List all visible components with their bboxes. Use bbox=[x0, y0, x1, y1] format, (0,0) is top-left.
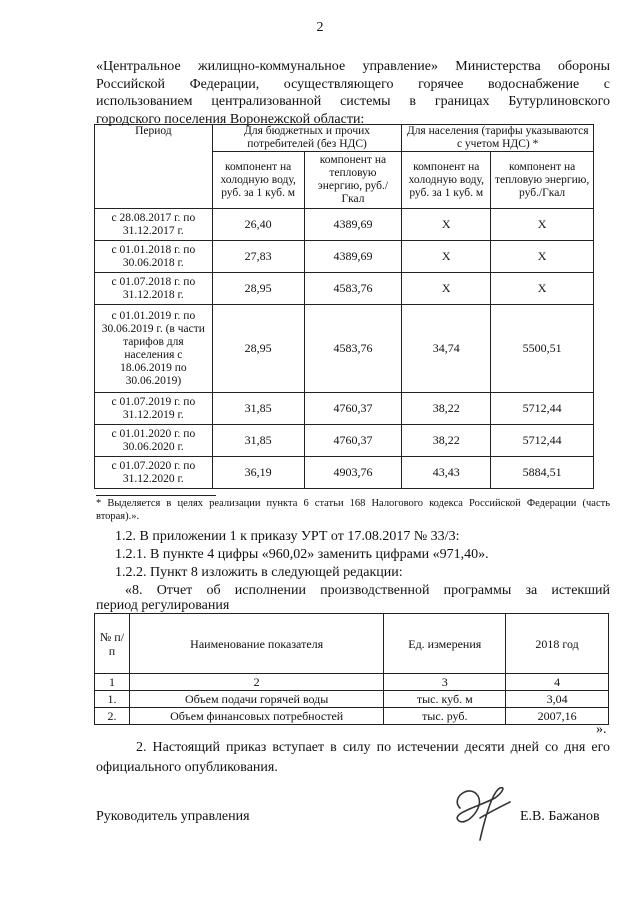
heat-pop-cell: X bbox=[491, 241, 594, 273]
period-cell: с 01.01.2019 г. по 30.06.2019 г. (в части тарифов для населения с 18.06.2019 по 30.06.2019) bbox=[95, 305, 213, 393]
period-cell: с 01.01.2020 г. по 30.06.2020 г. bbox=[95, 425, 213, 457]
cold-cell: 28,95 bbox=[212, 273, 304, 305]
header-budget: Для бюджетных и прочих потребителей (без НДС) bbox=[212, 125, 402, 152]
period-cell: с 28.08.2017 г. по 31.12.2017 г. bbox=[95, 209, 213, 241]
header-cold-water-pop: компонент на холодную воду, руб. за 1 куб. м bbox=[402, 152, 491, 209]
heat-cell: 4760,37 bbox=[304, 425, 402, 457]
name-cell: Объем финансовых потребностей bbox=[129, 708, 383, 725]
table-row bbox=[95, 425, 594, 457]
period-cell: с 01.01.2018 г. по 30.06.2018 г. bbox=[95, 241, 213, 273]
cold-cell: 36,19 bbox=[212, 457, 304, 489]
table-row bbox=[95, 457, 594, 489]
heat-pop-cell: 5500,51 bbox=[491, 305, 594, 393]
header-unit: Ед. измерения bbox=[384, 614, 506, 674]
header-num: № п/п bbox=[95, 614, 130, 674]
table-row bbox=[95, 209, 594, 241]
cold-pop-cell: 43,43 bbox=[402, 457, 491, 489]
table-row bbox=[95, 708, 609, 725]
cold-pop-cell: 34,74 bbox=[402, 305, 491, 393]
intro-line-3: использованием централизованной системы в границах Бутурлиновского bbox=[96, 94, 610, 109]
num-cell: 2. bbox=[95, 708, 130, 725]
intro-paragraph bbox=[96, 58, 610, 128]
final-line-2: официального опубликования. bbox=[96, 760, 278, 775]
header-cold-water: компонент на холодную воду, руб. за 1 куб. м bbox=[212, 152, 304, 209]
paragraph-1-2: 1.2. В приложении 1 к приказу УРТ от 17.08.2017 № 33/3: bbox=[115, 529, 460, 544]
heat-pop-cell: X bbox=[491, 209, 594, 241]
table-row bbox=[95, 393, 594, 425]
col-index-1: 1 bbox=[95, 674, 130, 691]
footnote: * Выделяется в целях реализации пункта 6 статьи 168 Налогового кодекса Российской Федерации (часть вторая).». bbox=[96, 498, 610, 522]
table-row bbox=[95, 691, 609, 708]
header-period: Период bbox=[95, 125, 213, 209]
value-cell: 2007,16 bbox=[506, 708, 609, 725]
final-paragraph bbox=[96, 738, 610, 778]
heat-pop-cell: X bbox=[491, 273, 594, 305]
col-index-2: 2 bbox=[129, 674, 383, 691]
cold-pop-cell: 38,22 bbox=[402, 393, 491, 425]
header-name: Наименование показателя bbox=[129, 614, 383, 674]
value-cell: 3,04 bbox=[506, 691, 609, 708]
header-heat-energy-pop: компонент на тепловую энергию, руб./Гкал bbox=[491, 152, 594, 209]
header-population: Для населения (тарифы указываются с учетом НДС) * bbox=[402, 125, 594, 152]
heat-pop-cell: 5884,51 bbox=[491, 457, 594, 489]
unit-cell: тыс. руб. bbox=[384, 708, 506, 725]
paragraph-1-2-1: 1.2.1. В пункте 4 цифры «960,02» заменить цифрами «971,40». bbox=[115, 547, 489, 562]
final-line-1: 2. Настоящий приказ вступает в силу по истечении десяти дней со дня его bbox=[136, 740, 610, 755]
paragraph-1-2-2: 1.2.2. Пункт 8 изложить в следующей редакции: bbox=[115, 565, 403, 580]
paragraph-8-line-1: «8. Отчет об исполнении производственной программы за истекший bbox=[125, 583, 610, 598]
paragraph-8-line-2: период регулирования bbox=[96, 598, 230, 613]
num-cell: 1. bbox=[95, 691, 130, 708]
heat-cell: 4389,69 bbox=[304, 241, 402, 273]
table-row bbox=[95, 305, 594, 393]
cold-pop-cell: X bbox=[402, 209, 491, 241]
heat-cell: 4583,76 bbox=[304, 305, 402, 393]
unit-cell: тыс. куб. м bbox=[384, 691, 506, 708]
signatory-title: Руководитель управления bbox=[96, 809, 250, 824]
cold-cell: 27,83 bbox=[212, 241, 304, 273]
period-cell: с 01.07.2020 г. по 31.12.2020 г. bbox=[95, 457, 213, 489]
report-table bbox=[94, 613, 609, 725]
cold-cell: 31,85 bbox=[212, 425, 304, 457]
intro-line-1: «Центральное жилищно-коммунальное управление» Министерства обороны bbox=[96, 59, 610, 74]
header-heat-energy: компонент на тепловую энергию, руб./Гкал bbox=[304, 152, 402, 209]
footnote-divider bbox=[96, 495, 216, 496]
header-year: 2018 год bbox=[506, 614, 609, 674]
heat-cell: 4389,69 bbox=[304, 209, 402, 241]
heat-cell: 4760,37 bbox=[304, 393, 402, 425]
heat-pop-cell: 5712,44 bbox=[491, 425, 594, 457]
cold-cell: 28,95 bbox=[212, 305, 304, 393]
signature-icon bbox=[440, 778, 520, 848]
signatory-name: Е.В. Бажанов bbox=[520, 809, 600, 824]
period-cell: с 01.07.2019 г. по 31.12.2019 г. bbox=[95, 393, 213, 425]
table-row bbox=[95, 241, 594, 273]
table-row bbox=[95, 273, 594, 305]
heat-cell: 4583,76 bbox=[304, 273, 402, 305]
intro-line-4: городского поселения Воронежской области: bbox=[96, 111, 365, 127]
cold-pop-cell: 38,22 bbox=[402, 425, 491, 457]
name-cell: Объем подачи горячей воды bbox=[129, 691, 383, 708]
col-index-3: 3 bbox=[384, 674, 506, 691]
closing-quote: ». bbox=[596, 722, 607, 737]
page-number: 2 bbox=[316, 20, 324, 35]
col-index-4: 4 bbox=[506, 674, 609, 691]
heat-cell: 4903,76 bbox=[304, 457, 402, 489]
cold-cell: 26,40 bbox=[212, 209, 304, 241]
tariff-table bbox=[94, 124, 594, 489]
period-cell: с 01.07.2018 г. по 31.12.2018 г. bbox=[95, 273, 213, 305]
cold-pop-cell: X bbox=[402, 273, 491, 305]
intro-line-2: Российской Федерации, осуществляющего горячее водоснабжение с bbox=[96, 76, 610, 92]
cold-pop-cell: X bbox=[402, 241, 491, 273]
heat-pop-cell: 5712,44 bbox=[491, 393, 594, 425]
cold-cell: 31,85 bbox=[212, 393, 304, 425]
